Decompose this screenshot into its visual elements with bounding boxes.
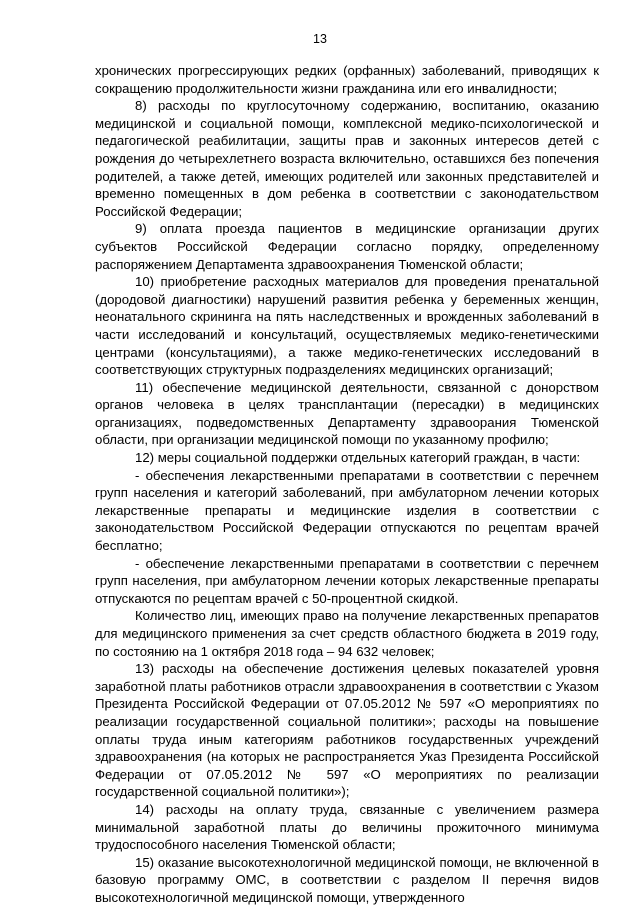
paragraph-beneficiary-count: Количество лиц, имеющих право на получение лекарственных препаратов для медицинского применения за счет средств областного бюджета в 2019 году, по состоянию на 1 октября 2018 года – 94 632 человек; <box>95 608 599 659</box>
page-number: 13 <box>313 32 327 46</box>
paragraph-item-11: 11) обеспечение медицинской деятельности, связанной с донорством органов человека в целях трансплантации (пересадки) в медицинских организациях, подведомственных Департаменту здравоорания Тюменской области, при организации медицинской помощи по указанному профилю; <box>95 379 599 448</box>
paragraph-continuation: хронических прогрессирующих редких (орфанных) заболеваний, приводящих к сокращению продолжительности жизни гражданина или его инвалидности; <box>95 63 599 96</box>
paragraph-item-12-subitem-1: - обеспечения лекарственными препаратами в соответствии с перечнем групп населения и категорий заболеваний, при амбулаторном лечении которых лекарственные препараты и медицинские изделия в соответствии с законодательством Российской Федерации отпускаются по рецептам врачей бесплатно; <box>95 467 599 554</box>
paragraph-item-13: 13) расходы на обеспечение достижения целевых показателей уровня заработной платы работников отрасли здравоохранения в соответствии с Указом Президента Российской Федерации от 07.05.2012 № 597 «О мероприятиях по реализации государственной социальной политики»; расходы на повышение оплаты труда иным категориям работников государственных учреждений здравоохранения (на которых не распространяется Указ Президента Российской Федерации от 07.05.2012 № 597 «О мероприятиях по реализации государственной социальной политики»); <box>95 661 599 800</box>
paragraph-item-8: 8) расходы по круглосуточному содержанию, воспитанию, оказанию медицинской и социальной помощи, комплексной медико-психологической и педагогической реабилитации, защиты прав и законных интересов детей с рождения до четырехлетнего возраста включительно, оставшихся без попечения родителей, а также детей, имеющих родителей или законных представителей и временно помещенных в дом ребенка в соответствии с законодательством Российской Федерации; <box>95 98 599 219</box>
paragraph-item-9: 9) оплата проезда пациентов в медицинские организации других субъектов Российской Федерации согласно порядку, определенному распоряжением Департамента здравоохранения Тюменской области; <box>95 221 599 272</box>
document-body <box>95 62 599 907</box>
paragraph-item-15: 15) оказание высокотехнологичной медицинской помощи, не включенной в базовую программу ОМС, в соответствии с разделом II перечня видов высокотехнологичной медицинской помощи, утвержденного <box>95 854 599 905</box>
paragraph-item-12-subitem-2: - обеспечение лекарственными препаратами в соответствии с перечнем групп населения, при амбулаторном лечении которых лекарственные препараты отпускаются по рецептам врачей с 50-процентной скидкой. <box>95 555 599 606</box>
paragraph-item-10: 10) приобретение расходных материалов для проведения пренатальной (дородовой диагностики) нарушений развития ребенка у беременных женщин, неонатального скрининга на пять наследственных и врожденных заболеваний в части исследований и консультаций, осуществляемых медико-генетическими центрами (консультациями), а также медико-генетических исследований в соответствующих структурных подразделениях медицинских организаций; <box>95 274 599 378</box>
paragraph-item-14: 14) расходы на оплату труда, связанные с увеличением размера минимальной заработной платы до величины прожиточного минимума трудоспособного населения Тюменской области; <box>95 801 599 853</box>
paragraph-item-12: 12) меры социальной поддержки отдельных категорий граждан, в части: <box>135 450 581 466</box>
